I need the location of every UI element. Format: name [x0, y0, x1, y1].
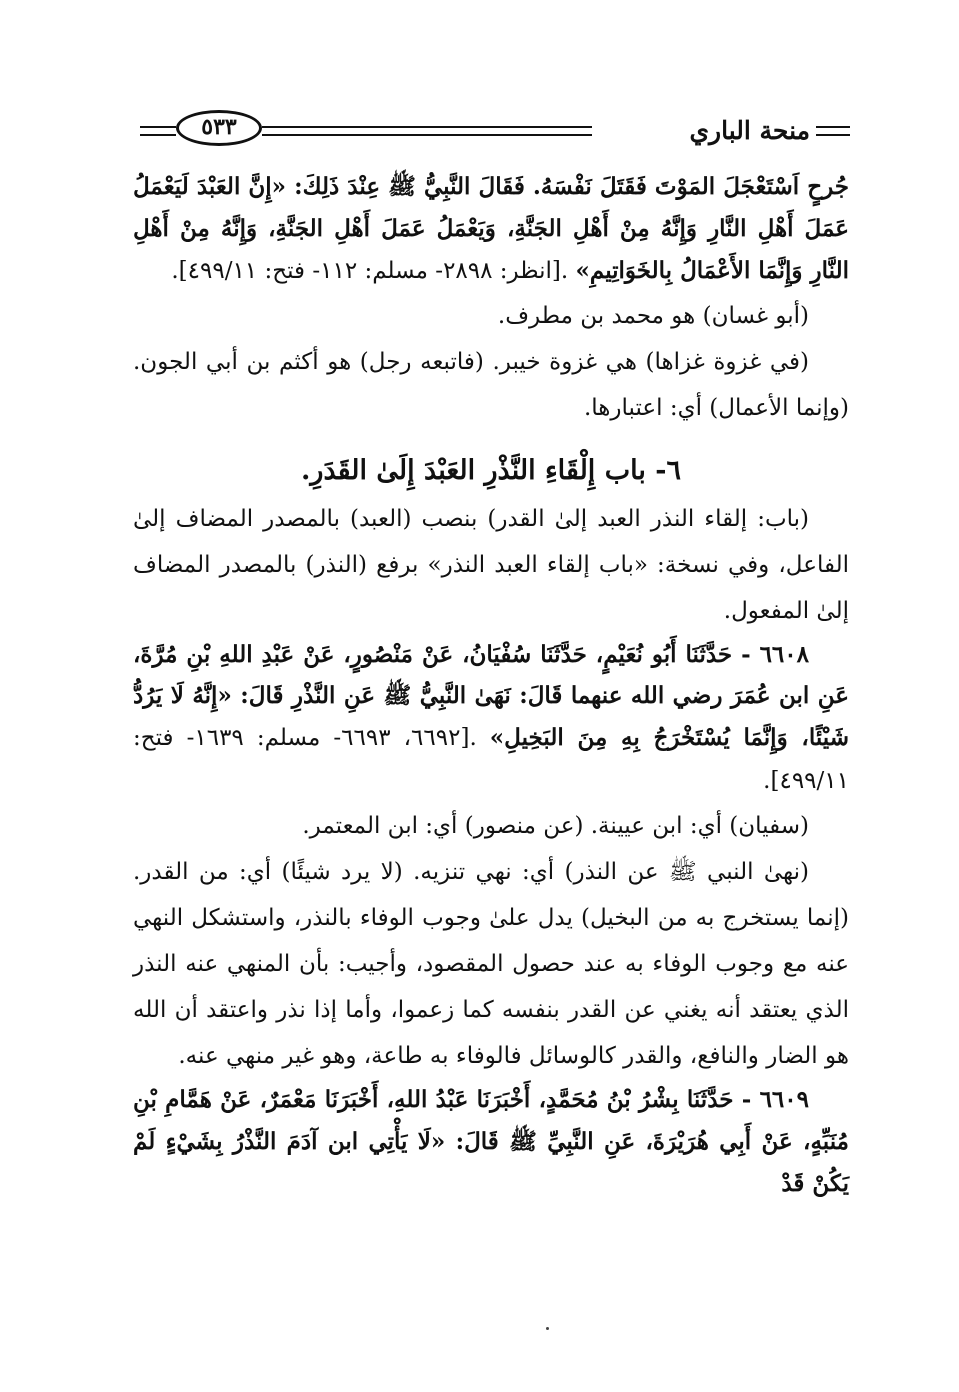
hadith-text: جُرحٍ اَسْتَعْجَلَ المَوْتَ فَقَتَلَ نَفْسَهُ. فَقَالَ النَّبِيُّ ﷺ عِنْدَ ذَلِكَ: «إِنَّ العَبْدَ لَيَعْمَلُ عَمَلَ أَهْلِ النَّارِ وَإِنَّهُ مِنْ أَهْلِ الجَنَّةِ، وَيَعْمَلُ عَمَلَ أَهْلِ الجَنَّةِ، وَإِنَّهُ مِنْ أَهْلِ النَّارِ وَإِنَّمَا الأَعْمَالُ بِالخَوَاتِيمِ»	[133, 173, 849, 284]
running-title: منحة الباري	[689, 116, 810, 145]
commentary-paragraph: (في غزوة غزاها) هي غزوة خيبر. (فاتبعه رجل) هو أكثم بن أبي الجون. (وإنما الأعمال) أي: اعتبارها.	[133, 348, 849, 421]
page-number: ٥٣٣	[176, 110, 262, 146]
header-rule-right	[816, 126, 850, 136]
hadith-text: ٦٦٠٨ - حَدَّثَنَا أَبُو نُعَيْمٍ، حَدَّثَنَا سُفْيَانُ، عَنْ مَنْصُورٍ، عَنْ عَبْدِ اللهِ بْنِ مُرَّةَ، عَنِ ابن عُمَرَ رضي الله عنهما قَالَ: نَهَىٰ النَّبِيُّ ﷺ عَنِ النَّذْرِ قَالَ: «إِنَّهُ لَا يَرُدُّ شَيْئًا، وَإِنَّمَا يُسْتَخْرَجُ بِهِ مِنَ البَخِيلِ»	[133, 640, 849, 752]
hadith-continuation	[133, 166, 849, 293]
hadith-reference: .[٦٦٩٢، ٦٦٩٣- مسلم: ١٦٣٩- فتح: ٤٩٩/١١].	[133, 725, 849, 795]
chapter-heading: ٦- باب إِلْقَاءِ النَّذْرِ العَبْدَ إِلَىٰ القَدَرِ.	[301, 454, 681, 486]
page-body	[133, 166, 849, 1205]
commentary-paragraph: (نهىٰ النبي ﷺ عن النذر) أي: نهي تنزيه. (لا يرد شيئًا) أي: من القدر. (إنما يستخرج به من البخيل) يدل علىٰ وجوب الوفاء بالنذر، واستشكل النهي عنه مع وجوب الوفاء به عند حصول المقصود، وأجيب: بأن المنهي عنه النذر الذي يعتقد أنه يغني عن القدر بنفسه كما زعموا، وأما إذا نذر واعتقد أن الله هو الضار والنافع، والقدر كالوسائل فالوفاء به طاعة، وهو غير منهي عنه.	[133, 859, 849, 1070]
commentary-paragraph: (باب: إلقاء النذر العبد إلىٰ القدر) بنصب (العبد) بالمصدر المضاف إلىٰ الفاعل، وفي نسخة: «باب إلقاء العبد النذر» برفع (النذر) بالمصدر المضاف إلىٰ المفعول.	[133, 505, 849, 624]
header-rule-middle	[262, 126, 592, 136]
page-header	[130, 108, 850, 158]
hadith-reference: .[انظر: ٢٨٩٨- مسلم: ١١٢- فتح: ٤٩٩/١١].	[171, 257, 576, 284]
scan-speck	[546, 1327, 549, 1330]
commentary-paragraph: (سفيان) أي: ابن عيينة. (عن منصور) أي: ابن المعتمر.	[302, 813, 809, 840]
header-rule-left	[140, 126, 176, 136]
commentary-paragraph: (أبو غسان) هو محمد بن مطرف.	[497, 302, 809, 329]
hadith-6608	[133, 634, 849, 803]
hadith-6609: ٦٦٠٩ - حَدَّثَنَا بِشْرُ بْنُ مُحَمَّدٍ، أَخْبَرَنَا عَبْدُ اللهِ، أَخْبَرَنَا مَعْمَرٌ، عَنْ هَمَّامِ بْنِ مُنَبِّهٍ، عَنْ أَبِي هُرَيْرَةَ، عَنِ النَّبِيِّ ﷺ قَالَ: «لَا يَأْتِي ابن آدَمَ النَّذْرُ بِشَيْءٍ لَمْ يَكُنْ قَدْ	[133, 1086, 849, 1197]
